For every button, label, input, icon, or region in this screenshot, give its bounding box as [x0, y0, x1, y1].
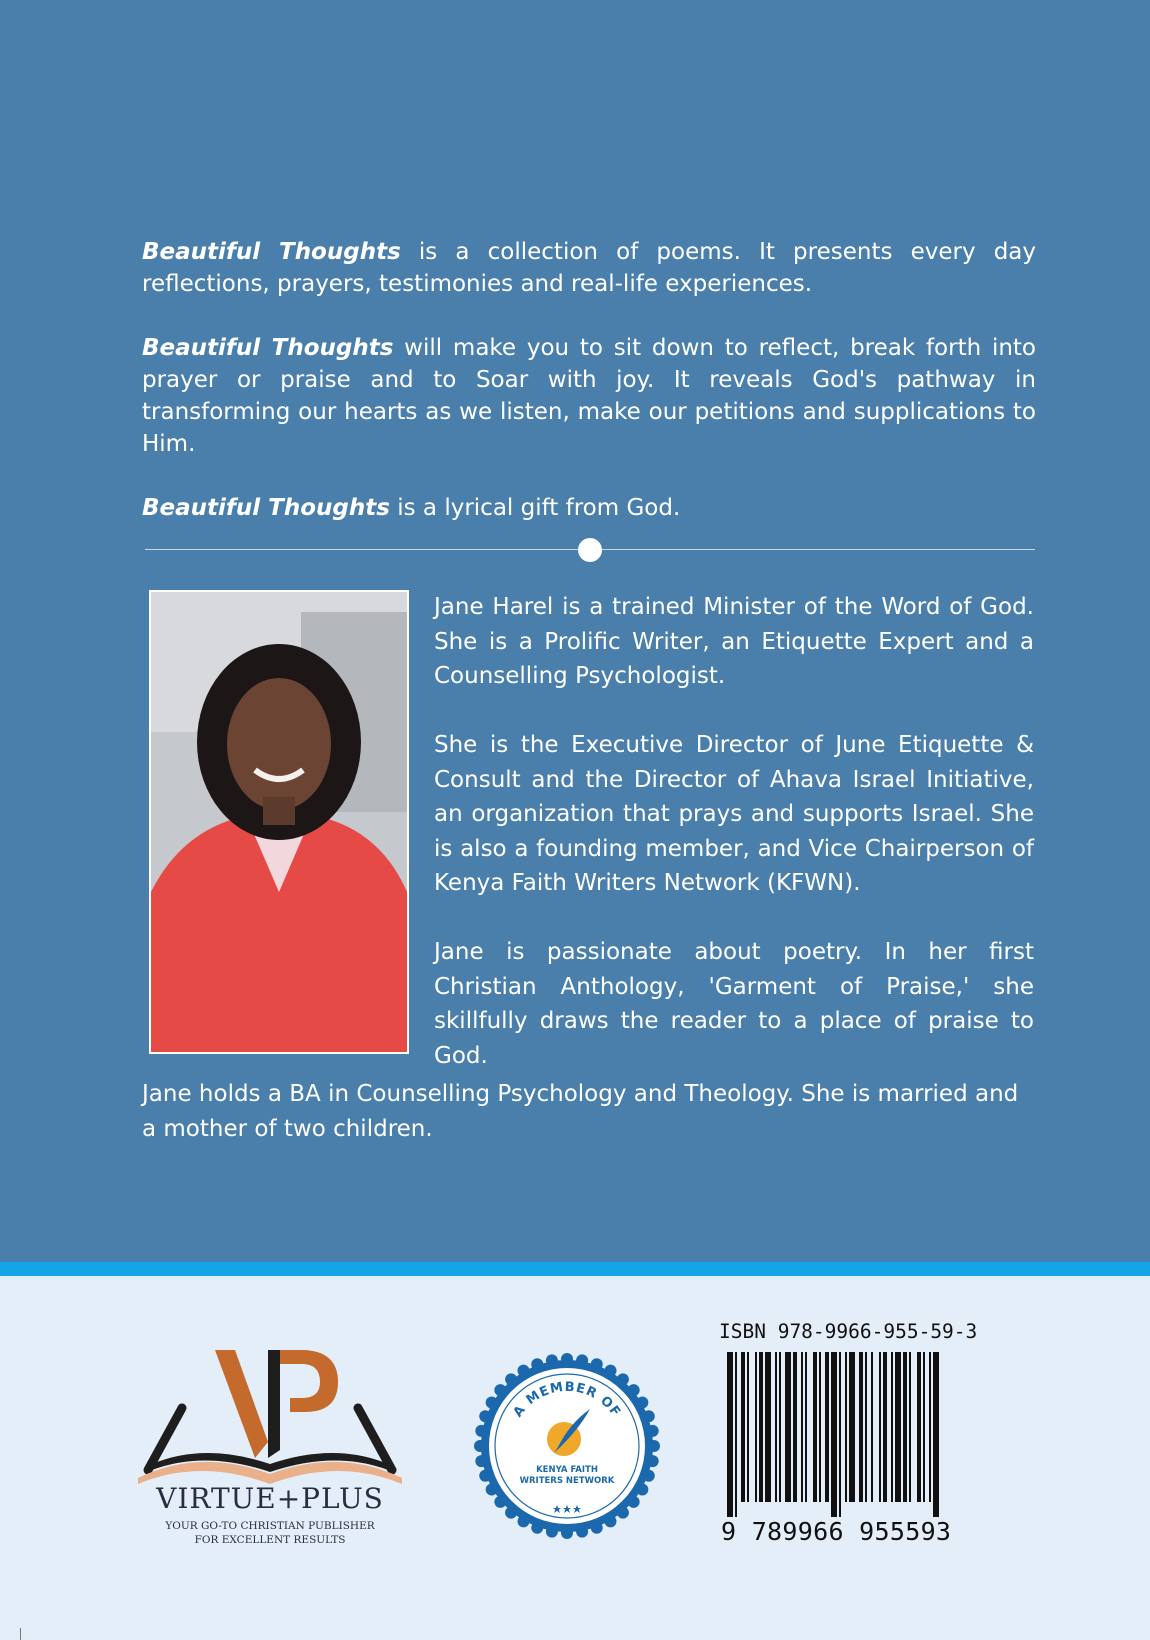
barcode-bar: [865, 1352, 867, 1502]
barcode-bar: [923, 1352, 925, 1502]
barcode-bar: [891, 1352, 893, 1502]
barcode-bar: [917, 1352, 921, 1502]
barcode-digits: 9 789966 955593: [721, 1517, 952, 1546]
blurb-paragraph-3: Beautiful Thoughts is a lyrical gift from God.: [142, 495, 681, 521]
barcode-bar: [801, 1352, 803, 1502]
barcode-bar: [759, 1352, 763, 1502]
bio-paragraph-3: Jane is passionate about poetry. In her first Christian Anthology, 'Garment of Praise,' she skillfully draws the reader to a place of praise to God.: [434, 939, 1034, 1069]
blurb-paragraph-2: Beautiful Thoughts will make you to sit down to reflect, break forth into prayer or praise and to Soar with joy. It reveals God's pathway in transforming our hearts as we listen, make our petitions and supplications to Him.: [142, 335, 1036, 457]
barcode-bar: [831, 1352, 837, 1517]
trim-mark: [20, 1628, 21, 1640]
barcode-bar: [839, 1352, 841, 1517]
book-title-emphasis: Beautiful Thoughts: [142, 239, 401, 265]
barcode-bar: [859, 1352, 863, 1502]
barcode-bar: [793, 1352, 797, 1502]
barcode-bar: [895, 1352, 901, 1502]
seal-badge-icon: [474, 1353, 660, 1539]
barcode-bar: [779, 1352, 781, 1502]
barcode-bar: [785, 1352, 791, 1502]
publisher-logo: [130, 1350, 410, 1550]
isbn-label: ISBN 978-9966-955-59-3: [719, 1320, 978, 1343]
divider-dot: [578, 538, 602, 562]
barcode-bar: [871, 1352, 873, 1502]
book-blurb: [142, 236, 1036, 524]
isbn-barcode: [721, 1352, 979, 1546]
open-book-vp-icon: [130, 1350, 410, 1485]
barcode-bar: [805, 1352, 807, 1502]
bio-paragraph-4: Jane holds a BA in Counselling Psychology and Theology. She is married and a mother of two children.: [142, 1081, 1019, 1142]
barcode-bar: [929, 1352, 931, 1502]
barcode-bar: [747, 1352, 749, 1502]
barcode-bar: [735, 1352, 737, 1517]
barcode-bar: [845, 1352, 847, 1502]
barcode-bar: [727, 1352, 733, 1517]
cover-accent-stripe: [0, 1262, 1150, 1276]
bio-paragraph-2: She is the Executive Director of June Etiquette & Consult and the Director of Ahava Israel Initiative, an organization that prays and supports Israel. She is also a founding member, and Vice Chairperson of Kenya Faith Writers Network (KFWN).: [434, 732, 1034, 896]
barcode-bar: [741, 1352, 745, 1502]
publisher-tagline: FOR EXCELLENT RESULTS: [194, 1534, 346, 1546]
barcode-bar: [819, 1352, 821, 1502]
seal-org-name: WRITERS NETWORK: [519, 1476, 615, 1486]
bio-paragraph-1: Jane Harel is a trained Minister of the Word of God. She is a Prolific Writer, an Etiquette Expert and a Counselling Psychologist.: [434, 594, 1034, 689]
barcode-bar: [879, 1352, 881, 1502]
author-bio: [434, 590, 1034, 1108]
barcode-bar: [903, 1352, 907, 1502]
author-bio-continued: [142, 1077, 1034, 1146]
book-title-emphasis: Beautiful Thoughts: [142, 335, 394, 361]
barcode-bar: [933, 1352, 939, 1517]
barcode-bar: [813, 1352, 817, 1502]
barcode-bar: [909, 1352, 911, 1502]
seal-arc-text: A MEMBER OF: [510, 1379, 624, 1421]
barcode-bars: [721, 1352, 979, 1517]
barcode-bar: [825, 1352, 829, 1502]
seal-org-name: KENYA FAITH: [536, 1465, 598, 1475]
publisher-name: VIRTUE+PLUS: [156, 1482, 384, 1515]
barcode-bar: [849, 1352, 855, 1502]
barcode-bar: [775, 1352, 777, 1502]
publisher-tagline: YOUR GO-TO CHRISTIAN PUBLISHER: [165, 1520, 375, 1532]
member-seal: [474, 1353, 660, 1539]
blurb-paragraph-1: Beautiful Thoughts is a collection of poems. It presents every day reflections, prayers, testimonies and real-life experiences.: [142, 239, 1036, 297]
barcode-bar: [883, 1352, 887, 1502]
barcode-bar: [755, 1352, 757, 1502]
barcode-bar: [765, 1352, 771, 1502]
author-photo: [149, 590, 409, 1054]
book-title-emphasis: Beautiful Thoughts: [142, 495, 390, 521]
